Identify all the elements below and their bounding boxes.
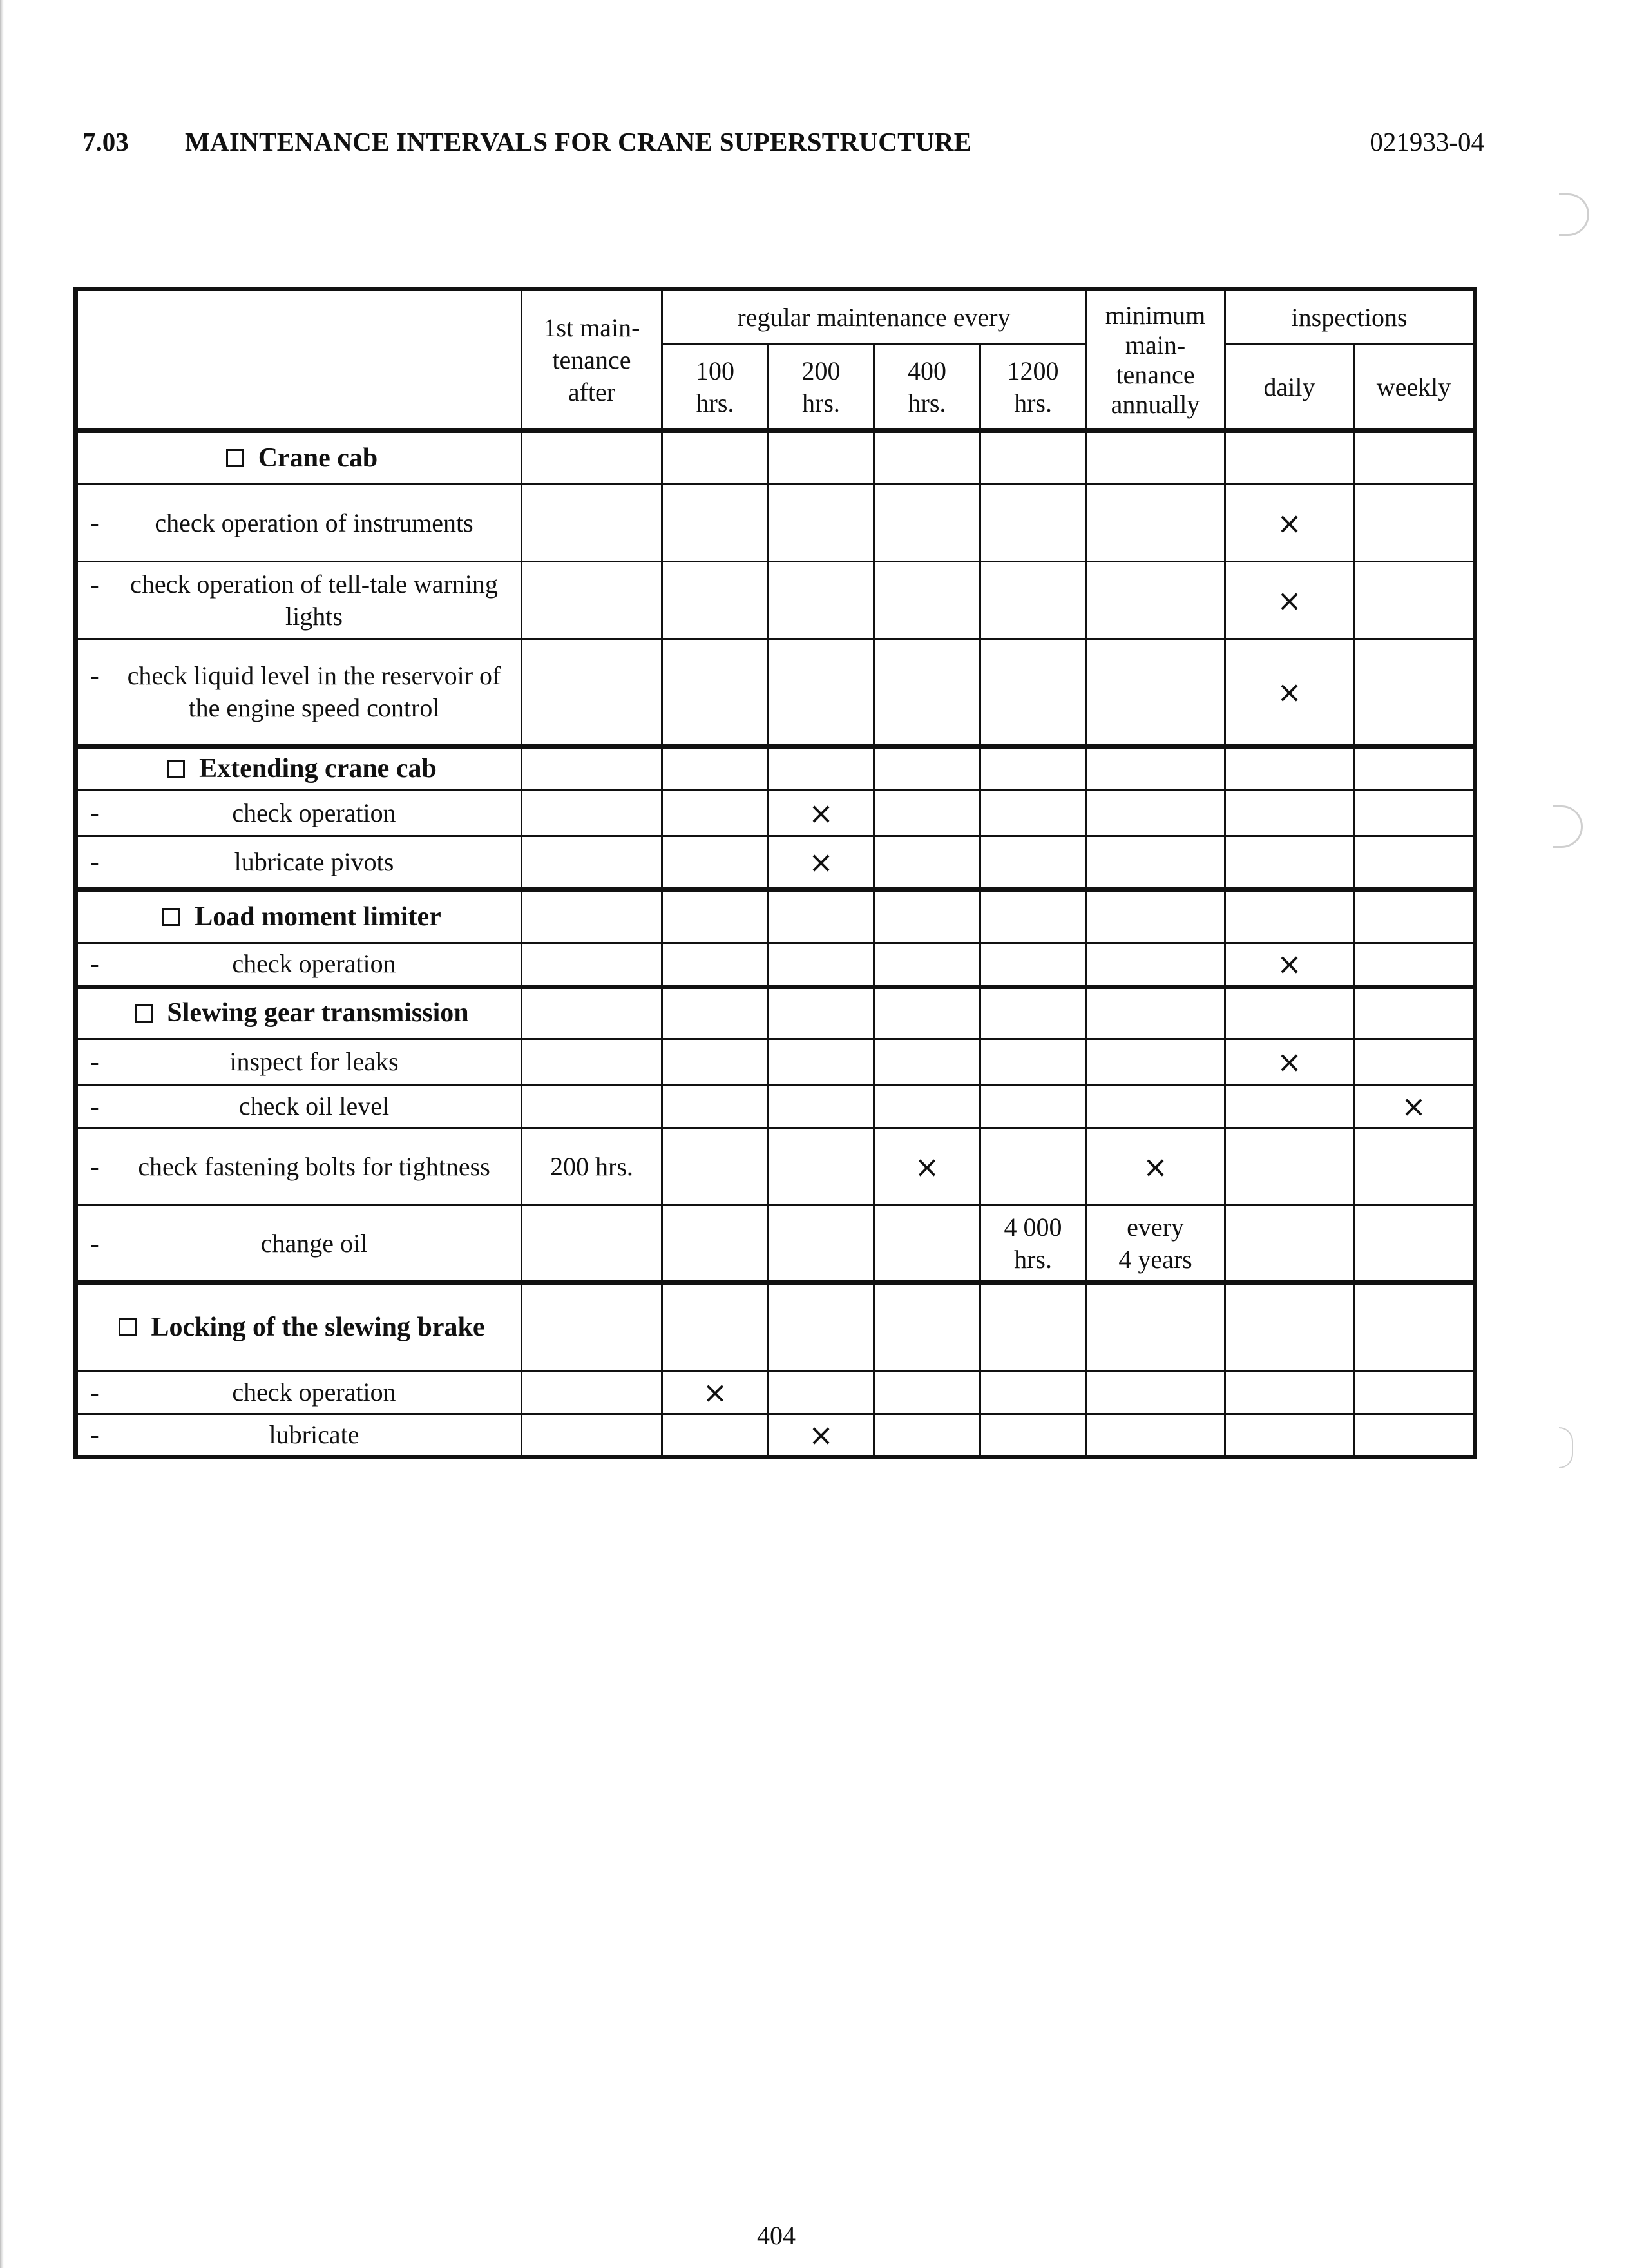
task-label bbox=[76, 1085, 522, 1128]
cell-200-hrs bbox=[769, 639, 874, 747]
cell-400-hrs bbox=[874, 1039, 980, 1084]
cell-minimum-annually bbox=[1086, 639, 1225, 747]
cell-first-maintenance bbox=[522, 747, 662, 790]
cell-100-hrs bbox=[662, 485, 769, 562]
cell-weekly bbox=[1354, 562, 1475, 639]
task-label bbox=[76, 836, 522, 889]
section-label bbox=[76, 890, 522, 943]
cell-400-hrs bbox=[874, 639, 980, 747]
header-inspections: inspections bbox=[1225, 289, 1475, 345]
task-text: lubricate bbox=[269, 1419, 359, 1449]
cell-weekly bbox=[1354, 1128, 1475, 1206]
task-label bbox=[76, 790, 522, 836]
cell-minimum-annually bbox=[1086, 1085, 1225, 1128]
cell-400-hrs bbox=[874, 1206, 980, 1283]
task-label bbox=[76, 1370, 522, 1414]
cell-weekly bbox=[1354, 1206, 1475, 1283]
cell-first-maintenance bbox=[522, 639, 662, 747]
task-label bbox=[76, 485, 522, 562]
checkbox-square-icon bbox=[162, 908, 180, 926]
cell-400-hrs bbox=[874, 1128, 980, 1206]
cell-200-hrs bbox=[769, 790, 874, 836]
cell-1200-hrs bbox=[980, 639, 1086, 747]
x-mark-icon: × bbox=[1277, 582, 1302, 618]
cell-200-hrs bbox=[769, 1039, 874, 1084]
cell-daily bbox=[1225, 1206, 1354, 1283]
cell-minimum-annually bbox=[1086, 1039, 1225, 1084]
section-row bbox=[76, 747, 1475, 790]
cell-weekly bbox=[1354, 836, 1475, 889]
table-row bbox=[76, 790, 1475, 836]
cell-1200-hrs bbox=[980, 986, 1086, 1039]
cell-daily bbox=[1225, 836, 1354, 889]
cell-200-hrs bbox=[769, 836, 874, 889]
x-mark-icon: × bbox=[1277, 505, 1302, 541]
cell-minimum-annually bbox=[1086, 1206, 1225, 1283]
checkbox-square-icon bbox=[226, 449, 244, 467]
cell-daily bbox=[1225, 1370, 1354, 1414]
cell-weekly bbox=[1354, 431, 1475, 485]
task-label bbox=[76, 1206, 522, 1283]
cell-200-hrs bbox=[769, 485, 874, 562]
cell-1200-hrs bbox=[980, 431, 1086, 485]
cell-200-hrs bbox=[769, 1414, 874, 1457]
task-text: check oil level bbox=[238, 1091, 390, 1121]
cell-100-hrs bbox=[662, 943, 769, 986]
cell-1200-hrs bbox=[980, 1039, 1086, 1084]
header-100-hrs: 100 hrs. bbox=[662, 345, 769, 431]
cell-200-hrs bbox=[769, 1128, 874, 1206]
cell-weekly bbox=[1354, 790, 1475, 836]
checkbox-square-icon bbox=[167, 760, 185, 778]
dash-bullet: - bbox=[90, 1047, 99, 1077]
header-regular-maintenance: regular maintenance every bbox=[662, 289, 1086, 345]
cell-weekly bbox=[1354, 986, 1475, 1039]
table-row bbox=[76, 1206, 1475, 1283]
header-daily: daily bbox=[1225, 345, 1354, 431]
task-text: inspect for leaks bbox=[229, 1047, 399, 1077]
cell-weekly bbox=[1354, 943, 1475, 986]
section-title: Extending crane cab bbox=[199, 754, 437, 784]
cell-value: 4 000 hrs. bbox=[1004, 1212, 1062, 1274]
cell-minimum-annually bbox=[1086, 1370, 1225, 1414]
cell-daily bbox=[1225, 890, 1354, 943]
cell-200-hrs bbox=[769, 943, 874, 986]
dash-bullet: - bbox=[90, 508, 99, 537]
cell-weekly bbox=[1354, 747, 1475, 790]
cell-100-hrs bbox=[662, 747, 769, 790]
cell-100-hrs bbox=[662, 836, 769, 889]
document-code: 021933-04 bbox=[1370, 127, 1484, 157]
cell-daily bbox=[1225, 1085, 1354, 1128]
cell-1200-hrs bbox=[980, 485, 1086, 562]
cell-daily bbox=[1225, 1283, 1354, 1370]
task-label bbox=[76, 562, 522, 639]
task-text: check operation bbox=[232, 1377, 396, 1407]
cell-100-hrs bbox=[662, 1039, 769, 1084]
cell-minimum-annually bbox=[1086, 836, 1225, 889]
dash-bullet: - bbox=[90, 798, 99, 827]
dash-bullet: - bbox=[90, 1091, 99, 1121]
section-label bbox=[76, 986, 522, 1039]
task-label bbox=[76, 1039, 522, 1084]
x-mark-icon: × bbox=[702, 1374, 728, 1410]
cell-minimum-annually bbox=[1086, 986, 1225, 1039]
cell-1200-hrs bbox=[980, 747, 1086, 790]
task-text: lubricate pivots bbox=[234, 847, 394, 876]
cell-first-maintenance bbox=[522, 1414, 662, 1457]
section-title: Crane cab bbox=[258, 443, 378, 473]
table-row bbox=[76, 562, 1475, 639]
section-row bbox=[76, 1283, 1475, 1370]
table-row bbox=[76, 1128, 1475, 1206]
x-mark-icon: × bbox=[1401, 1089, 1426, 1124]
cell-200-hrs bbox=[769, 1085, 874, 1128]
task-text: check operation of instruments bbox=[155, 508, 473, 537]
cell-minimum-annually bbox=[1086, 790, 1225, 836]
cell-first-maintenance bbox=[522, 1283, 662, 1370]
cell-first-maintenance bbox=[522, 1085, 662, 1128]
page-edge-shadow bbox=[0, 0, 4, 2268]
cell-1200-hrs bbox=[980, 790, 1086, 836]
cell-200-hrs bbox=[769, 562, 874, 639]
cell-100-hrs bbox=[662, 431, 769, 485]
cell-400-hrs bbox=[874, 986, 980, 1039]
cell-200-hrs bbox=[769, 431, 874, 485]
cell-200-hrs bbox=[769, 747, 874, 790]
cell-100-hrs bbox=[662, 1206, 769, 1283]
cell-weekly bbox=[1354, 1370, 1475, 1414]
header-1200-hrs: 1200 hrs. bbox=[980, 345, 1086, 431]
dash-bullet: - bbox=[90, 1228, 99, 1258]
cell-100-hrs bbox=[662, 562, 769, 639]
x-mark-icon: × bbox=[1277, 1044, 1302, 1080]
cell-weekly bbox=[1354, 1085, 1475, 1128]
cell-1200-hrs bbox=[980, 836, 1086, 889]
section-row bbox=[76, 986, 1475, 1039]
cell-daily bbox=[1225, 639, 1354, 747]
cell-100-hrs bbox=[662, 790, 769, 836]
task-text: check operation bbox=[232, 949, 396, 979]
header-200-hrs: 200 hrs. bbox=[769, 345, 874, 431]
cell-1200-hrs bbox=[980, 943, 1086, 986]
cell-100-hrs bbox=[662, 1128, 769, 1206]
header-400-hrs: 400 hrs. bbox=[874, 345, 980, 431]
cell-400-hrs bbox=[874, 485, 980, 562]
section-title: Slewing gear transmission bbox=[167, 998, 469, 1028]
task-label bbox=[76, 1128, 522, 1206]
section-title: Load moment limiter bbox=[195, 901, 441, 932]
header-blank-cell bbox=[76, 289, 522, 431]
cell-daily bbox=[1225, 1414, 1354, 1457]
x-mark-icon: × bbox=[808, 844, 834, 879]
cell-minimum-annually bbox=[1086, 943, 1225, 986]
cell-400-hrs bbox=[874, 890, 980, 943]
task-text: change oil bbox=[260, 1228, 368, 1258]
cell-first-maintenance bbox=[522, 1039, 662, 1084]
table-row bbox=[76, 943, 1475, 986]
cell-first-maintenance bbox=[522, 431, 662, 485]
cell-1200-hrs bbox=[980, 1414, 1086, 1457]
cell-200-hrs bbox=[769, 1206, 874, 1283]
checkbox-square-icon bbox=[135, 1004, 153, 1023]
cell-minimum-annually bbox=[1086, 562, 1225, 639]
cell-daily bbox=[1225, 790, 1354, 836]
cell-first-maintenance bbox=[522, 485, 662, 562]
cell-400-hrs bbox=[874, 1085, 980, 1128]
cell-400-hrs bbox=[874, 943, 980, 986]
cell-400-hrs bbox=[874, 1414, 980, 1457]
cell-weekly bbox=[1354, 1414, 1475, 1457]
cell-minimum-annually bbox=[1086, 431, 1225, 485]
header-weekly: weekly bbox=[1354, 345, 1475, 431]
dash-bullet: - bbox=[90, 661, 99, 691]
table-body bbox=[76, 431, 1475, 1457]
cell-weekly bbox=[1354, 890, 1475, 943]
cell-100-hrs bbox=[662, 1370, 769, 1414]
cell-minimum-annually bbox=[1086, 890, 1225, 943]
cell-first-maintenance bbox=[522, 562, 662, 639]
cell-400-hrs bbox=[874, 790, 980, 836]
task-text: check liquid level in the reservoir of the engine speed control bbox=[127, 661, 501, 723]
cell-400-hrs bbox=[874, 431, 980, 485]
cell-daily bbox=[1225, 1128, 1354, 1206]
cell-first-maintenance bbox=[522, 890, 662, 943]
punch-hole bbox=[1559, 193, 1589, 236]
cell-100-hrs bbox=[662, 1414, 769, 1457]
task-text: check operation of tell-tale warning lights bbox=[130, 569, 498, 631]
table-row bbox=[76, 1370, 1475, 1414]
cell-minimum-annually bbox=[1086, 747, 1225, 790]
cell-daily bbox=[1225, 1039, 1354, 1084]
page-title: MAINTENANCE INTERVALS FOR CRANE SUPERSTRUCTURE bbox=[185, 127, 972, 157]
cell-minimum-annually bbox=[1086, 485, 1225, 562]
table-row bbox=[76, 639, 1475, 747]
cell-200-hrs bbox=[769, 1283, 874, 1370]
cell-1200-hrs bbox=[980, 1206, 1086, 1283]
cell-minimum-annually bbox=[1086, 1414, 1225, 1457]
cell-100-hrs bbox=[662, 1283, 769, 1370]
cell-400-hrs bbox=[874, 562, 980, 639]
cell-daily bbox=[1225, 986, 1354, 1039]
cell-400-hrs bbox=[874, 747, 980, 790]
section-label bbox=[76, 1283, 522, 1370]
cell-first-maintenance bbox=[522, 1128, 662, 1206]
x-mark-icon: × bbox=[808, 795, 834, 831]
table-row bbox=[76, 485, 1475, 562]
cell-weekly bbox=[1354, 485, 1475, 562]
cell-value: 200 hrs. bbox=[550, 1151, 633, 1181]
task-label bbox=[76, 639, 522, 747]
cell-1200-hrs bbox=[980, 1085, 1086, 1128]
cell-weekly bbox=[1354, 1283, 1475, 1370]
header-first-maintenance: 1st main- tenance after bbox=[522, 289, 662, 431]
section-title: Locking of the slewing brake bbox=[151, 1312, 485, 1342]
punch-hole bbox=[1559, 1427, 1573, 1468]
header-minimum-maintenance: minimum main- tenance annually bbox=[1086, 289, 1225, 431]
section-number: 7.03 bbox=[82, 127, 129, 157]
cell-100-hrs bbox=[662, 1085, 769, 1128]
cell-1200-hrs bbox=[980, 890, 1086, 943]
cell-200-hrs bbox=[769, 986, 874, 1039]
table-row bbox=[76, 1085, 1475, 1128]
cell-daily bbox=[1225, 562, 1354, 639]
cell-first-maintenance bbox=[522, 836, 662, 889]
cell-100-hrs bbox=[662, 639, 769, 747]
cell-1200-hrs bbox=[980, 1128, 1086, 1206]
cell-400-hrs bbox=[874, 1283, 980, 1370]
cell-first-maintenance bbox=[522, 790, 662, 836]
cell-minimum-annually bbox=[1086, 1283, 1225, 1370]
cell-200-hrs bbox=[769, 890, 874, 943]
x-mark-icon: × bbox=[1277, 675, 1302, 710]
dash-bullet: - bbox=[90, 847, 99, 876]
cell-200-hrs bbox=[769, 1370, 874, 1414]
dash-bullet: - bbox=[90, 949, 99, 979]
section-label bbox=[76, 747, 522, 790]
dash-bullet: - bbox=[90, 569, 99, 599]
section-row bbox=[76, 431, 1475, 485]
page-number: 404 bbox=[757, 2221, 796, 2250]
cell-weekly bbox=[1354, 639, 1475, 747]
table-row bbox=[76, 836, 1475, 889]
cell-first-maintenance bbox=[522, 1206, 662, 1283]
cell-1200-hrs bbox=[980, 1370, 1086, 1414]
x-mark-icon: × bbox=[808, 1417, 834, 1452]
cell-400-hrs bbox=[874, 1370, 980, 1414]
table-row bbox=[76, 1414, 1475, 1457]
checkbox-square-icon bbox=[119, 1318, 137, 1336]
cell-daily bbox=[1225, 431, 1354, 485]
cell-value: every 4 years bbox=[1118, 1212, 1192, 1274]
x-mark-icon: × bbox=[1277, 947, 1302, 982]
cell-100-hrs bbox=[662, 986, 769, 1039]
dash-bullet: - bbox=[90, 1419, 99, 1449]
cell-1200-hrs bbox=[980, 562, 1086, 639]
cell-1200-hrs bbox=[980, 1283, 1086, 1370]
task-text: check operation bbox=[232, 798, 396, 827]
dash-bullet: - bbox=[90, 1377, 99, 1407]
cell-weekly bbox=[1354, 1039, 1475, 1084]
task-text: check fastening bolts for tightness bbox=[138, 1151, 490, 1181]
section-label bbox=[76, 431, 522, 485]
cell-daily bbox=[1225, 747, 1354, 790]
x-mark-icon: × bbox=[1143, 1149, 1168, 1184]
task-label bbox=[76, 1414, 522, 1457]
task-label bbox=[76, 943, 522, 986]
x-mark-icon: × bbox=[914, 1149, 940, 1184]
maintenance-table bbox=[73, 287, 1477, 1459]
cell-daily bbox=[1225, 485, 1354, 562]
cell-first-maintenance bbox=[522, 943, 662, 986]
cell-first-maintenance bbox=[522, 986, 662, 1039]
cell-100-hrs bbox=[662, 890, 769, 943]
table-row bbox=[76, 1039, 1475, 1084]
section-row bbox=[76, 890, 1475, 943]
cell-first-maintenance bbox=[522, 1370, 662, 1414]
cell-daily bbox=[1225, 943, 1354, 986]
punch-hole bbox=[1553, 805, 1583, 848]
cell-400-hrs bbox=[874, 836, 980, 889]
cell-minimum-annually bbox=[1086, 1128, 1225, 1206]
dash-bullet: - bbox=[90, 1151, 99, 1181]
